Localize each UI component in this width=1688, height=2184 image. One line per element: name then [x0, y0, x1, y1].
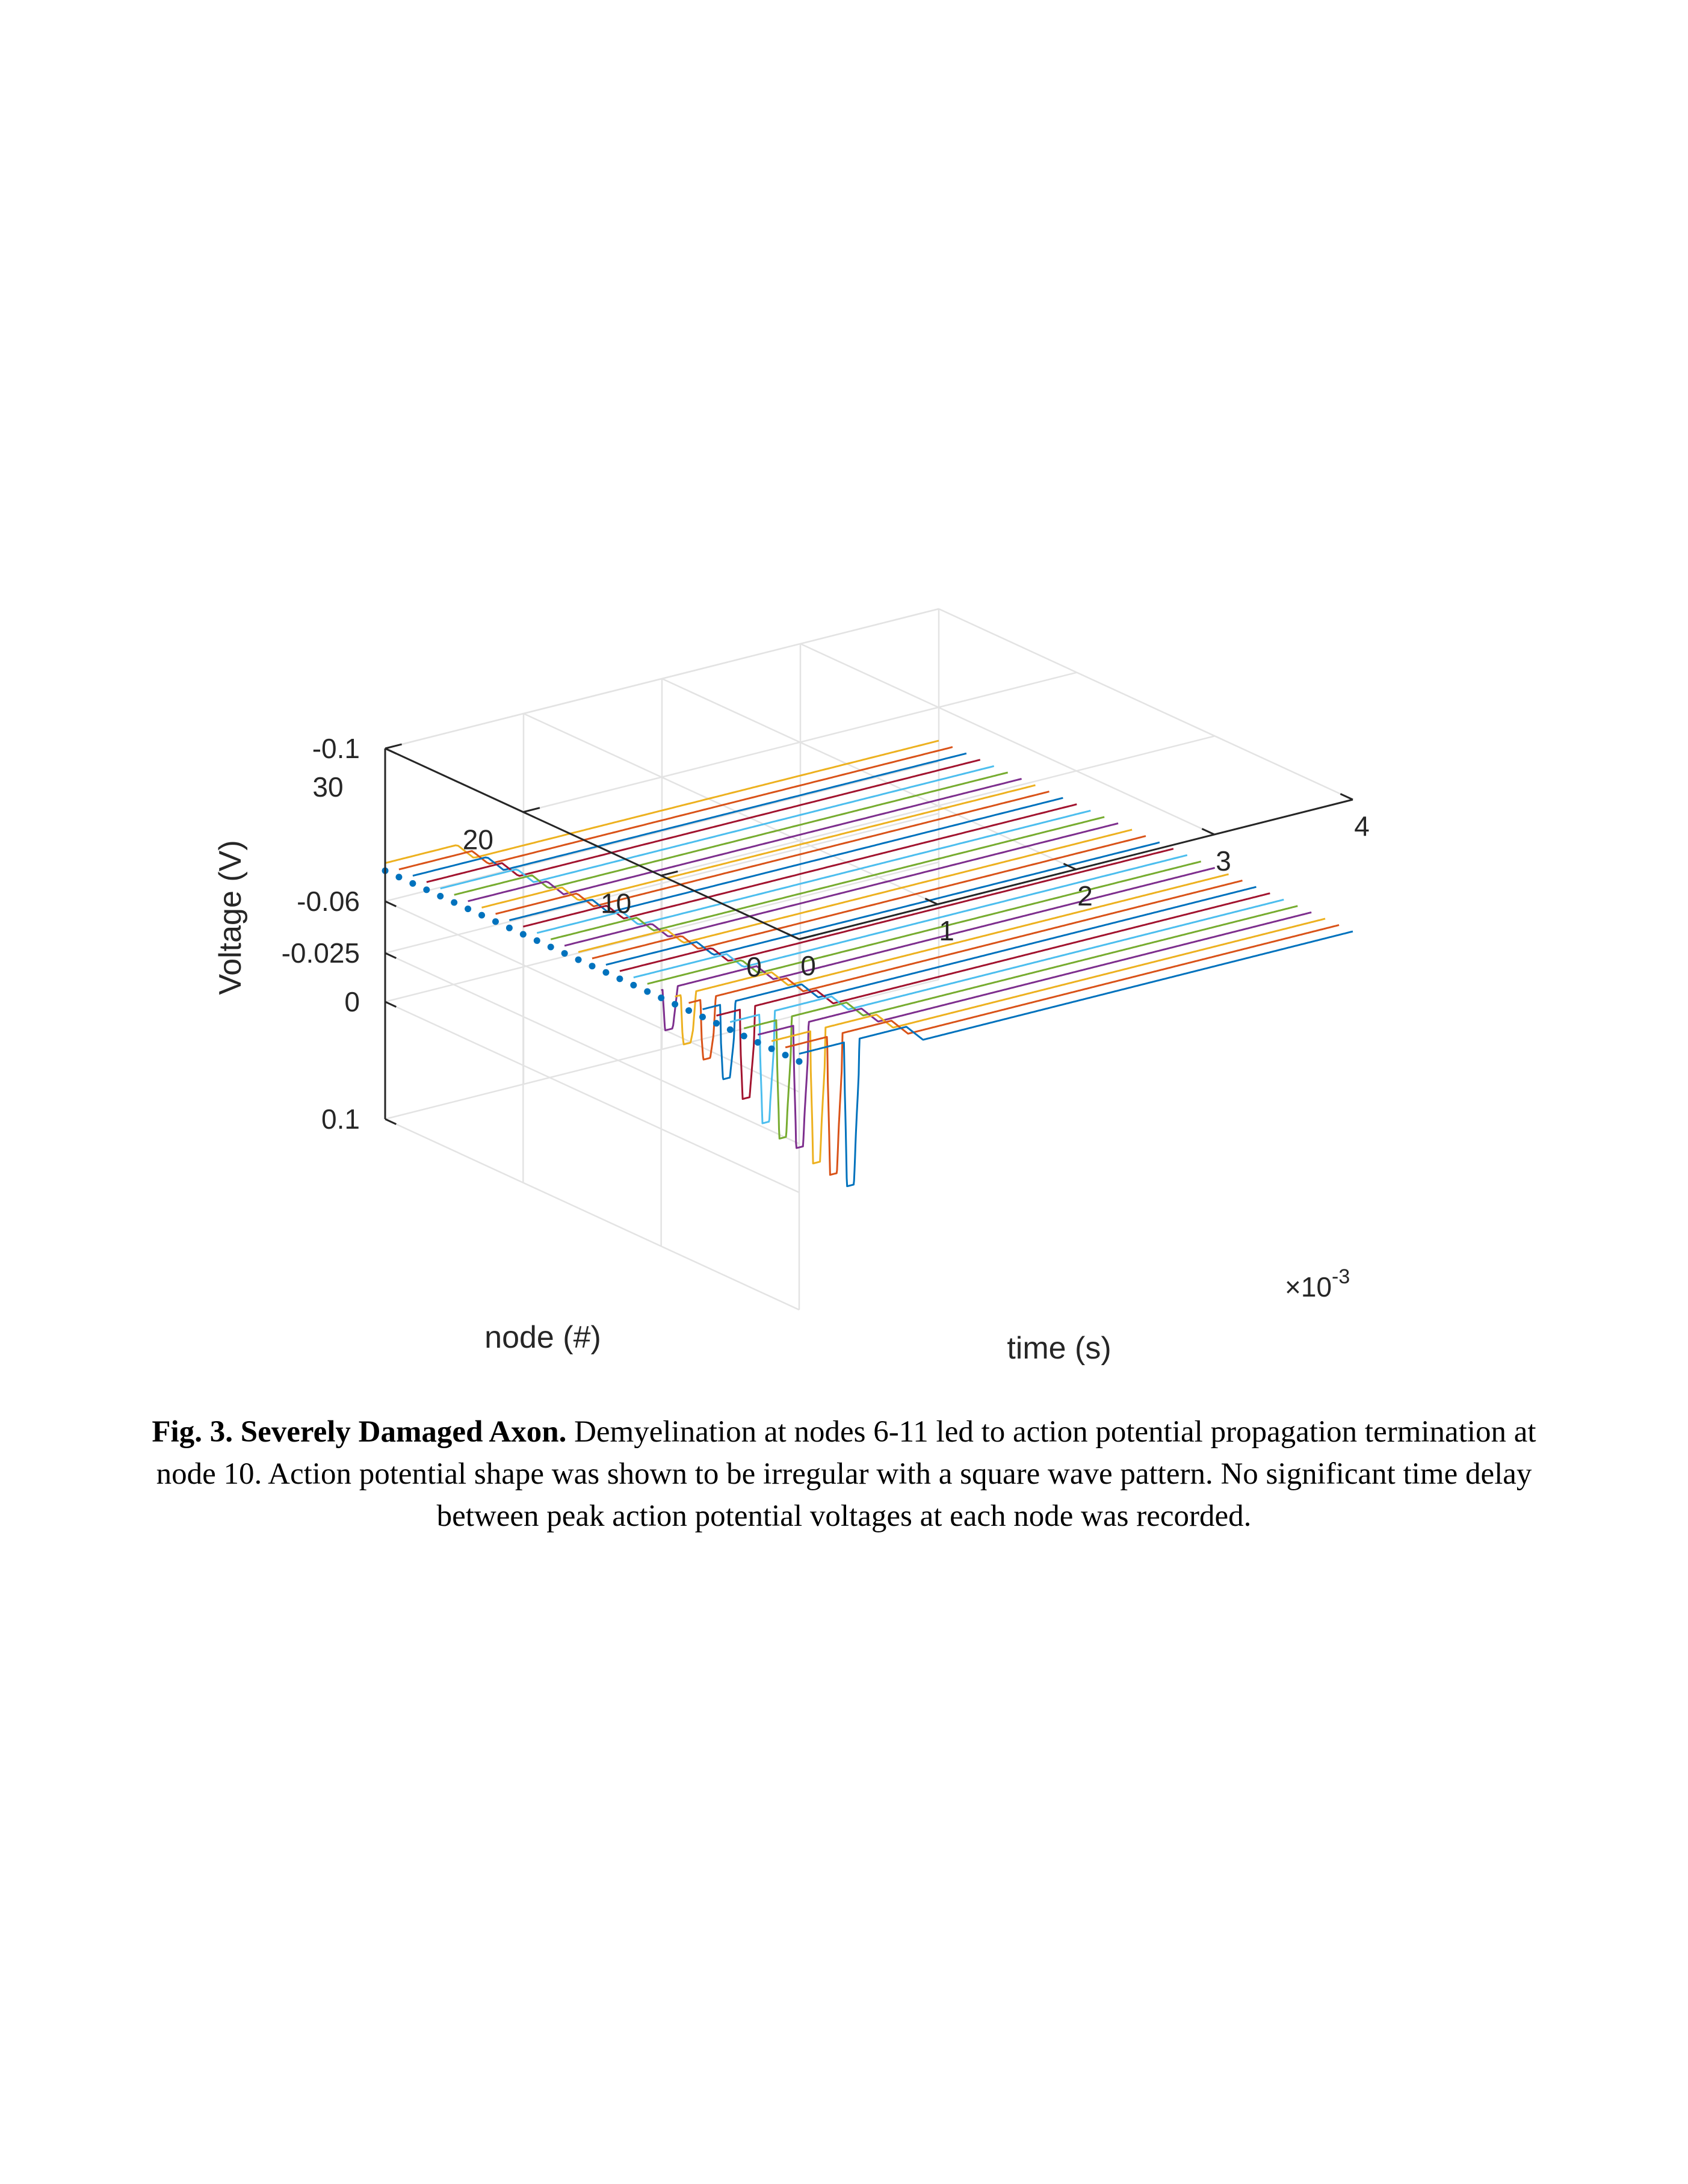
node-marker [630, 982, 637, 989]
x-exponent-power: -3 [1332, 1265, 1350, 1288]
node-tick-label: 20 [462, 824, 493, 856]
node-marker [616, 975, 623, 982]
voltage-tick-label: -0.025 [281, 937, 360, 969]
voltage-tick-label: -0.06 [297, 886, 360, 917]
node-marker [658, 995, 664, 1001]
node-marker [685, 1007, 692, 1014]
grid-line-voltage-side-wall [385, 1119, 799, 1310]
node-marker [423, 886, 430, 893]
voltage-tick-label: 0.1 [321, 1103, 360, 1135]
time-tick-label: 0 [800, 950, 816, 981]
node-tick-label: 10 [601, 887, 632, 919]
grid-line-floor-time [662, 679, 1076, 869]
node-marker [506, 925, 513, 931]
voltage-tick [385, 901, 396, 906]
trace-node-4 [744, 906, 1297, 1139]
voltage-tick [385, 1119, 396, 1124]
time-tick [1340, 794, 1353, 800]
node-tick-label: 0 [746, 951, 762, 982]
voltage-tick-label: 0 [344, 986, 360, 1017]
y-axis-label: node (#) [484, 1320, 601, 1355]
x-exponent-label [1285, 1265, 1350, 1303]
node-marker [575, 957, 582, 963]
node-marker [713, 1020, 720, 1026]
node-marker [465, 905, 471, 912]
node-marker [741, 1032, 747, 1039]
node-marker [395, 874, 402, 880]
node-marker [672, 1001, 678, 1008]
voltage-tick [385, 1002, 396, 1007]
voltage-tick [385, 953, 396, 958]
node-marker [561, 950, 568, 957]
caption-title: Fig. 3. Severely Damaged Axon. [152, 1415, 567, 1449]
x-exponent-base: ×10 [1285, 1271, 1332, 1303]
node-marker [451, 899, 457, 906]
trace-node-2 [771, 919, 1325, 1164]
z-axis-label: Voltage (V) [213, 840, 248, 995]
time-tick-label: 2 [1077, 880, 1093, 912]
node-marker [534, 937, 540, 944]
node-marker [755, 1039, 761, 1046]
caption-text: Demyelination at nodes 6-11 led to action potential propagation termination at node 10. Action potential shape was shown to be irregular with a square wave pattern. No significant time delay between peak action potential voltages at each node was recorded. [156, 1415, 1536, 1533]
time-tick [1202, 828, 1214, 834]
trace-node-1 [785, 925, 1339, 1175]
node-marker [548, 944, 554, 951]
node-tick-label: 30 [312, 771, 344, 803]
node-marker [602, 969, 609, 976]
trace-node-15 [592, 836, 1146, 958]
time-tick-label: 3 [1216, 845, 1231, 877]
node-marker [589, 963, 596, 969]
grid-line-floor-time [800, 644, 1214, 834]
voltage-traces [385, 741, 1353, 1186]
figure-caption [138, 1411, 1550, 1537]
node-marker [782, 1052, 789, 1058]
node-marker [727, 1026, 734, 1033]
grid-lines [385, 609, 1353, 1310]
time-tick-label: 4 [1354, 810, 1370, 842]
trace-node-3 [758, 912, 1311, 1148]
axes [282, 733, 1370, 1135]
node-tick [385, 744, 402, 748]
voltage-tick-label: -0.1 [312, 733, 360, 764]
node-tick [799, 935, 816, 939]
trace-node-21 [509, 798, 1063, 920]
node-tick [661, 871, 678, 875]
grid-line-floor-time [524, 714, 938, 904]
voltage-tick [385, 748, 396, 753]
node-marker [492, 918, 499, 925]
node-marker [796, 1058, 803, 1065]
x-axis-label: time (s) [1007, 1331, 1111, 1366]
trace-node-0 [799, 931, 1353, 1186]
node-marker [699, 1014, 706, 1020]
trace-node-12 [634, 855, 1187, 977]
node-marker [437, 893, 444, 899]
node-marker [768, 1046, 775, 1052]
node-tick [523, 808, 540, 812]
node-marker [644, 988, 651, 995]
node-axis-line [385, 748, 799, 939]
time-tick-label: 1 [939, 915, 954, 946]
node-marker [520, 931, 527, 937]
node-marker [478, 912, 485, 919]
node-marker [409, 880, 416, 887]
grid-line-floor-time [939, 609, 1353, 800]
